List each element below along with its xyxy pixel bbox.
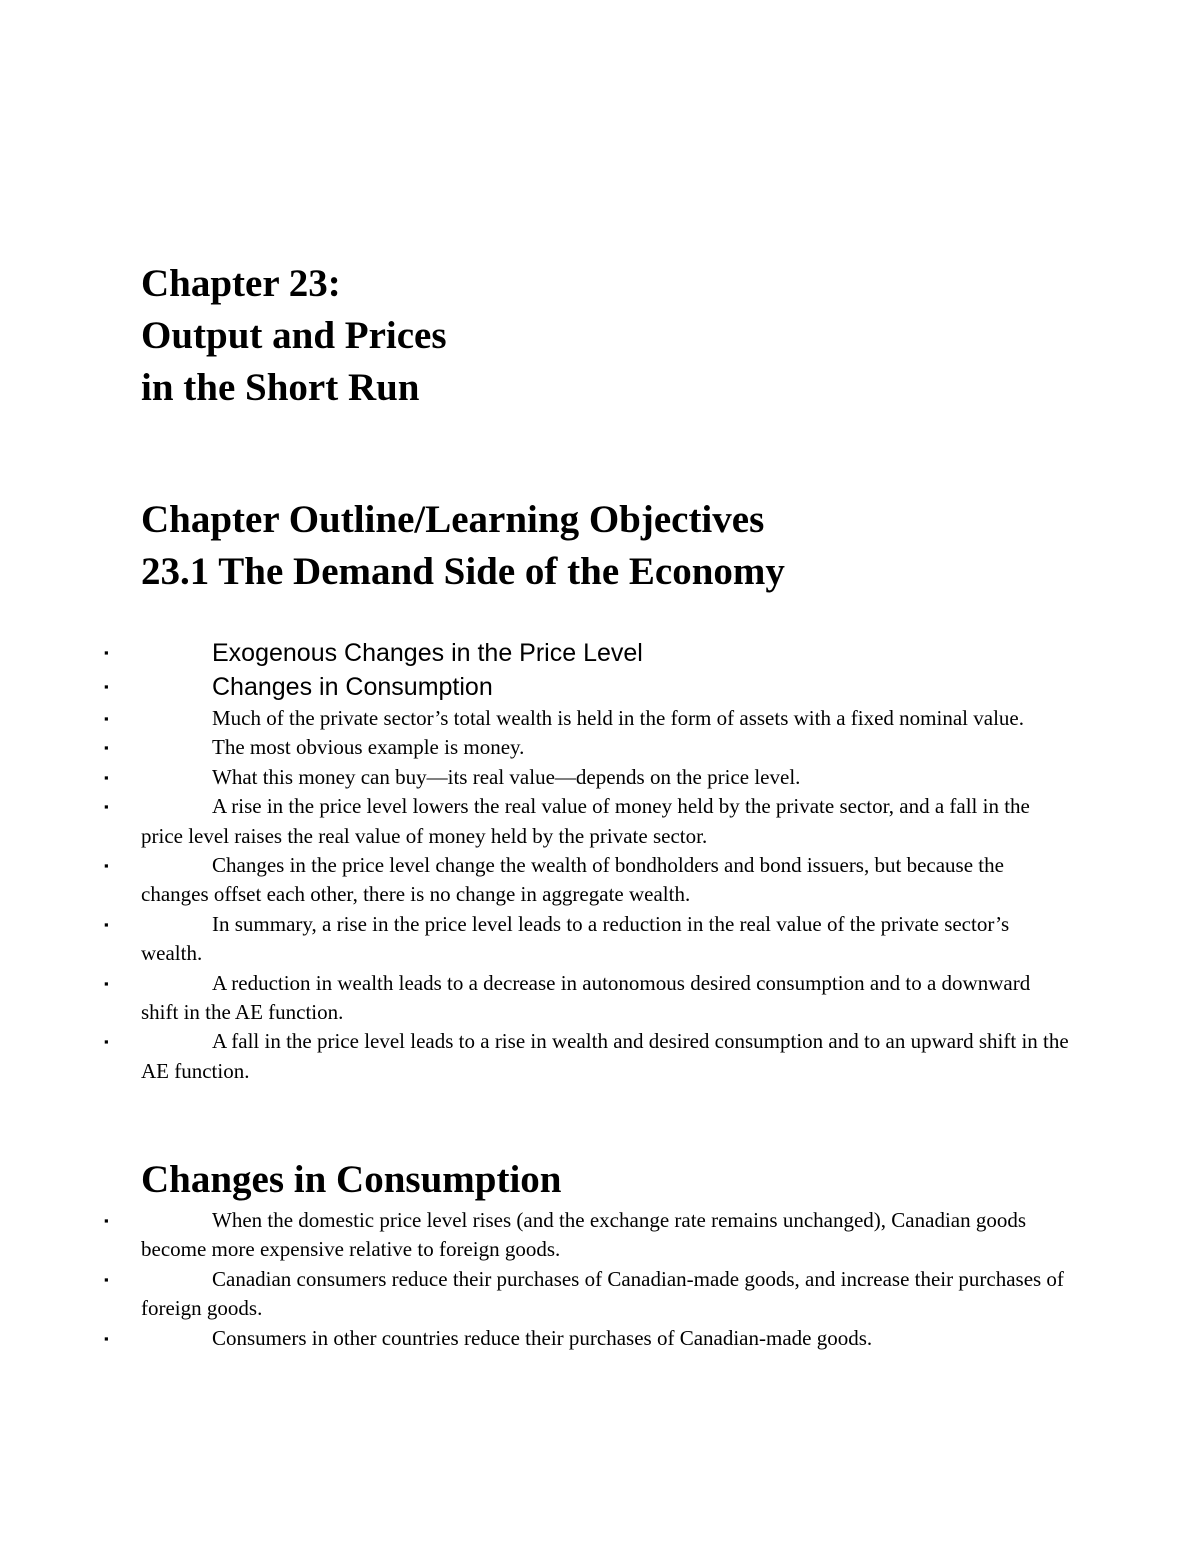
- bullet-icon: ▪: [104, 1271, 109, 1287]
- bullet-icon: ▪: [104, 1330, 109, 1346]
- bullet-icon: ▪: [104, 858, 109, 874]
- list-item: [0, 733, 1200, 762]
- bullet-icon: ▪: [104, 711, 109, 726]
- bullet-icon: ▪: [104, 679, 109, 694]
- list-item-text: Changes in Consumption: [212, 673, 493, 701]
- chapter-title: [141, 258, 447, 414]
- list-item: [0, 763, 1200, 792]
- bullet-icon: ▪: [104, 1034, 109, 1050]
- demand-side-bullet-list: [0, 636, 1200, 1086]
- list-item-text: What this money can buy—its real value—depends on the price level.: [212, 764, 801, 789]
- list-item-text: A reduction in wealth leads to a decrease in autonomous desired consumption and to a downward shift in the AE function.: [141, 970, 1031, 1025]
- bullet-icon: ▪: [104, 645, 109, 660]
- list-item-text: Exogenous Changes in the Price Level: [212, 639, 643, 667]
- list-item: [0, 704, 1200, 733]
- bullet-icon: ▪: [104, 769, 109, 785]
- list-item: [0, 910, 1200, 969]
- chapter-title-line: Chapter 23:: [141, 262, 341, 305]
- list-item-text: Canadian consumers reduce their purchases of Canadian-made goods, and increase their purchases of foreign goods.: [141, 1266, 1064, 1321]
- list-item-text: When the domestic price level rises (and the exchange rate remains unchanged), Canadian goods become more expensive relative to foreign goods.: [141, 1208, 1027, 1262]
- list-item-text: The most obvious example is money.: [212, 735, 525, 760]
- list-item-text: Consumers in other countries reduce their purchases of Canadian-made goods.: [212, 1325, 873, 1350]
- bullet-icon: ▪: [104, 799, 109, 815]
- bullet-icon: ▪: [104, 740, 109, 756]
- chapter-title-line: in the Short Run: [141, 366, 420, 409]
- chapter-title-line: Output and Prices: [141, 314, 447, 357]
- outline-heading-line: 23.1 The Demand Side of the Economy: [141, 550, 785, 593]
- list-item-text: A fall in the price level leads to a rise in wealth and desired consumption and to an upward shift in the AE function.: [141, 1029, 1069, 1083]
- consumption-bullet-list: [0, 1206, 1200, 1353]
- list-item: [0, 1324, 1200, 1353]
- outline-heading: [141, 494, 785, 598]
- list-item-text: Changes in the price level change the wealth of bondholders and bond issuers, but because the changes offset each other, there is no change in aggregate wealth.: [141, 853, 1004, 907]
- bullet-icon: ▪: [104, 975, 109, 991]
- list-item-text: Much of the private sector’s total wealth is held in the form of assets with a fixed nominal value.: [212, 706, 1024, 730]
- bullet-icon: ▪: [104, 916, 109, 932]
- list-item-text: In summary, a rise in the price level leads to a reduction in the real value of the private sector’s wealth.: [141, 911, 1010, 966]
- list-item: [0, 1027, 1200, 1086]
- outline-heading-line: Chapter Outline/Learning Objectives: [141, 498, 765, 541]
- list-item: [0, 636, 1200, 670]
- list-item: [0, 1206, 1200, 1265]
- changes-in-consumption-heading: Changes in Consumption: [141, 1158, 562, 1201]
- list-item: [0, 851, 1200, 910]
- list-item: [0, 969, 1200, 1028]
- bullet-icon: ▪: [104, 1213, 109, 1228]
- list-item-text: A rise in the price level lowers the real value of money held by the private sector, and a fall in the price level raises the real value of money held by the private sector.: [141, 794, 1030, 848]
- list-item: [0, 670, 1200, 704]
- list-item: [0, 792, 1200, 851]
- list-item: [0, 1265, 1200, 1324]
